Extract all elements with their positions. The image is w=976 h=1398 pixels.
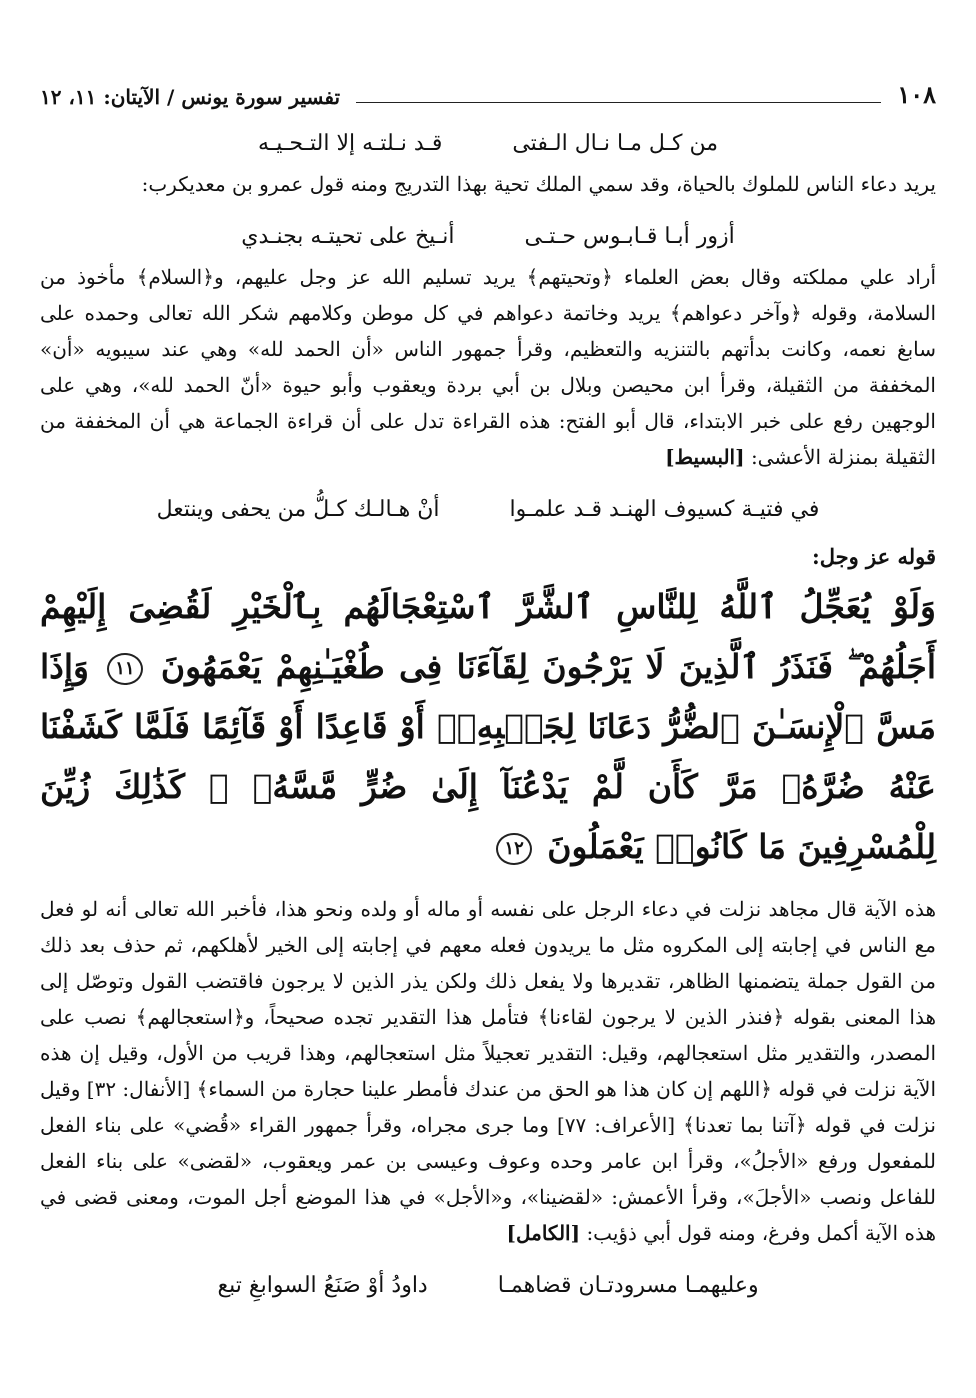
paragraph-text: هذه الآية قال مجاهد نزلت في دعاء الرجل على نفسه أو ماله أو ولده ونحو هذا، فأخبر الله تعالى أنه لو فعل مع الناس في إجابته إلى المكروه مثل ما يريدون فعله معهم في إجابته إلى الخير لأهلكهم، ثم حذف بعد ذلك من القول جملة يتضمنها الظاهر، تقديرها ولا يفعل ذلك ولكن يذر الذين لا يرجون فاقتضب القول وتوصّل إلى هذا المعنى بقوله ﴿فنذر الذين لا يرجون لقاءنا﴾ فتأمل هذا التقدير تجده صحيحاً، و﴿استعجالهم﴾ نصب على المصدر، والتقدير مثل استعجالهم، وقيل: التقدير تعجيلاً مثل استعجالهم، وهذا قريب من الأول، وقيل إن هذه الآية نزلت في قوله ﴿اللهم إن كان هذا هو الحق من عندك فأمطر علينا حجارة من السماء﴾ [الأنفال: ٣٢] وقيل نزلت في قوله ﴿آتنا بما تعدنا﴾ [الأعراف: ٧٧] وما جرى مجراه، وقرأ جمهور القراء «قُضي» على بناء الفعل للمفعول ورفع «الأجلُ»، وقرأ ابن عامر وحده وعوف وعيسى بن عمر ويعقوب، «لقضى» على بناء الفعل للفاعل ونصب «الأجلَ»، وقرأ الأعمش: «لقضينا»، و«الأجل» في هذا الموضع أجل الموت، ومعنى قضى في هذه الآية أكمل وفرغ، ومنه قول أبي ذؤيب: <box>40 897 937 1245</box>
poetry-verse <box>40 497 936 522</box>
ayah-number-marker: ١٢ <box>496 833 531 865</box>
poetry-verse <box>40 1273 936 1298</box>
poetry-verse <box>40 131 936 156</box>
verse-first-hemistich: أزور أبـا قـابـوس حـتـى <box>524 224 735 249</box>
ayah-number-marker: ١١ <box>107 653 142 685</box>
verse-second-hemistich: أنْ هـالـك كـلُّ من يحفى وينتعل <box>156 497 440 522</box>
quran-passage <box>40 577 936 877</box>
verse-first-hemistich: من كـل مـا نـال الـفتى <box>512 131 718 156</box>
verse-second-hemistich: أنـيخ على تحيتـه بجنـدي <box>241 224 455 249</box>
section-label: قوله عز وجل: <box>811 544 936 569</box>
quran-verse-text: وَإِذَا مَسَّ ٱلْإِنسَـٰنَ ٱلضُّرُّ دَعَانَا لِجَنۢبِهِۦٓ أَوْ قَاعِدًا أَوْ قَآئِمًا فَلَمَّا كَشَفْنَا عَنْهُ ضُرَّهُۥ مَرَّ كَأَن لَّمْ يَدْعُنَآ إِلَىٰ ضُرٍّ مَّسَّهُۥ ۚ كَذَٰلِكَ زُيِّنَ لِلْمُسْرِفِينَ مَا كَانُوا۟ يَعْمَلُونَ <box>40 647 936 866</box>
meter-label: [البسيط] <box>665 445 745 469</box>
paragraph-text: أراد علي مملكته وقال بعض العلماء ﴿وتحيتهم﴾ يريد تسليم الله عز وجل عليهم، و﴿السلام﴾ مأخوذ من السلامة، وقوله ﴿وآخر دعواهم﴾ يريد وخاتمة دعواهم في كل موطن وكلامهم شكر الله تعالى وحمده على سابغ نعمه، وكانت بدأتهم بالتنزيه والتعظيم، وقرأ جمهور الناس «أن الحمد لله» وهي عند سيبويه «أن» المخففة من الثقيلة، وقرأ ابن محيصن وبلال بن أبي بردة ويعقوب وأبو حيوة «أنّ الحمد لله»، وهي على الوجهين رفع على خبر الابتداء، قال أبو الفتح: هذه القراءة تدل على أن قراءة الجماعة هي أن المخففة من الثقيلة بمنزلة الأعشى: <box>40 265 937 469</box>
header-rule <box>356 102 881 103</box>
verse-second-hemistich: قـد نـلتـه إلا التـحـيـه <box>258 131 443 156</box>
verse-first-hemistich: وعليهمـا مسرودتـان قضاهمـا <box>497 1273 759 1298</box>
paragraph <box>40 259 936 475</box>
verse-second-hemistich: داودُ أوْ صَنَعُ السوابغِ تبع <box>217 1273 428 1298</box>
running-title: تفسير سورة يونس / الآيتان: ١١، ١٢ <box>40 85 341 109</box>
paragraph: يريد دعاء الناس للملوك بالحياة، وقد سمي الملك تحية بهذا التدريج ومنه قول عمرو بن معديكرب: <box>141 172 936 196</box>
page-number: ١٠٨ <box>897 80 936 109</box>
meter-label: [الكامل] <box>506 1221 581 1245</box>
page-header <box>40 80 936 109</box>
verse-first-hemistich: في فتيـة كسيوف الهنـد قـد علمـوا <box>509 497 820 522</box>
paragraph <box>40 891 936 1251</box>
quran-verse-text: وَلَوْ يُعَجِّلُ ٱللَّهُ لِلنَّاسِ ٱلشَّرَّ ٱسْتِعْجَالَهُم بِٱلْخَيْرِ لَقُضِىَ إِلَيْهِمْ أَجَلُهُمْ ۖ فَنَذَرُ ٱلَّذِينَ لَا يَرْجُونَ لِقَآءَنَا فِى طُغْيَـٰنِهِمْ يَعْمَهُونَ <box>40 587 936 686</box>
book-page <box>40 80 936 1308</box>
poetry-verse <box>40 224 936 249</box>
